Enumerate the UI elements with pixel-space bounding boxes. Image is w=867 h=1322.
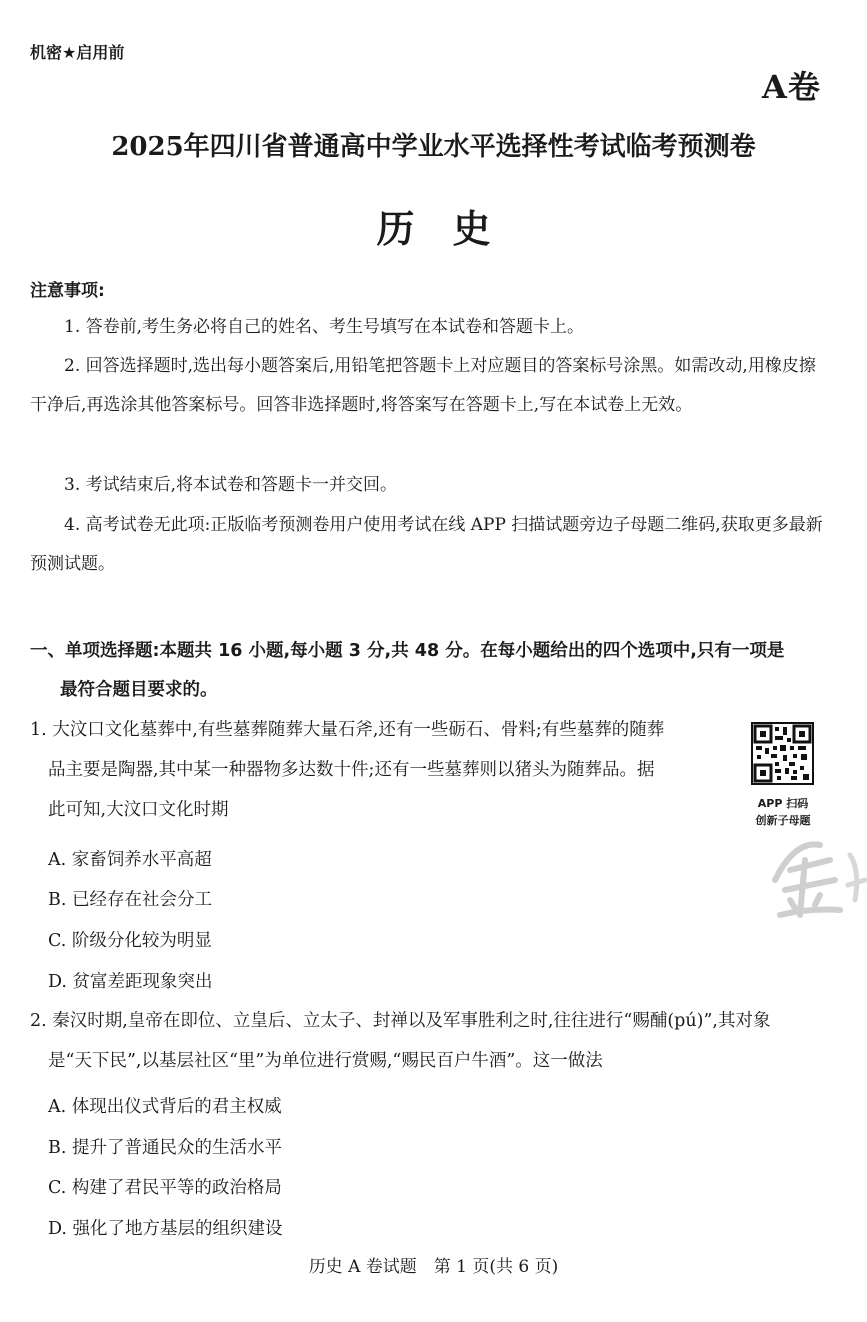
question-1-line-2: 品主要是陶器,其中某一种器物多达数十件;还有一些墓葬则以猪头为随葬品。据	[48, 760, 655, 780]
question-2-stem	[30, 1001, 770, 1081]
subject-title: 历史	[376, 206, 529, 251]
question-1-option-b: B. 已经存在社会分工	[48, 890, 212, 910]
section-line-2: 最符合题目要求的。	[60, 680, 218, 700]
volume-label: A卷	[762, 68, 821, 106]
confidential-label: 机密★启用前	[30, 43, 125, 62]
notice-heading: 注意事项:	[30, 281, 105, 301]
question-2-line-2: 是“天下民”,以基层社区“里”为单位进行赏赐,“赐民百户牛酒”。这一做法	[48, 1051, 603, 1071]
question-1-option-a: A. 家畜饲养水平高超	[48, 850, 212, 870]
exam-title: 2025年四川省普通高中学业水平选择性考试临考预测卷	[111, 132, 756, 162]
watermark-logo-icon	[760, 830, 867, 930]
qr-code-icon[interactable]	[751, 722, 814, 785]
question-2-option-d: D. 强化了地方基层的组织建设	[48, 1219, 283, 1239]
question-2-option-a: A. 体现出仪式背后的君主权威	[48, 1097, 282, 1117]
qr-caption-line-2: 创新子母题	[755, 814, 811, 827]
notice-item-2: 2. 回答选择题时,选出每小题答案后,用铅笔把答题卡上对应题目的答案标号涂黑。如需改动,用橡皮擦干净后,再选涂其他答案标号。回答非选择题时,将答案写在答题卡上,写在本试卷上无效。	[30, 356, 816, 415]
question-1-option-d: D. 贫富差距现象突出	[48, 972, 213, 992]
notice-item-3: 3. 考试结束后,将本试卷和答题卡一并交回。	[64, 475, 398, 495]
question-2-option-b: B. 提升了普通民众的生活水平	[48, 1138, 282, 1158]
section-line-1: 一、单项选择题:本题共 16 小题,每小题 3 分,共 48 分。在每小题给出的四个选项中,只有一项是	[30, 641, 785, 661]
question-1-line-1: 1. 大汶口文化墓葬中,有些墓葬随葬大量石斧,还有一些砺石、骨料;有些墓葬的随葬	[30, 720, 665, 740]
question-1-stem	[30, 710, 664, 830]
question-2-line-1: 2. 秦汉时期,皇帝在即位、立皇后、立太子、封禅以及军事胜利之时,往往进行“赐酺(pú)”,其对象	[30, 1011, 771, 1031]
notice-item-1: 1. 答卷前,考生务必将自己的姓名、考生号填写在本试卷和答题卡上。	[64, 317, 585, 337]
question-1-line-3: 此可知,大汶口文化时期	[48, 800, 229, 820]
page-footer: 历史 A 卷试题 第 1 页(共 6 页)	[308, 1257, 559, 1277]
question-1-option-c: C. 阶级分化较为明显	[48, 931, 212, 951]
notice-item-4: 4. 高考试卷无此项:正版临考预测卷用户使用考试在线 APP 扫描试题旁边子母题二维码,获取更多最新预测试题。	[30, 515, 823, 574]
qr-caption-line-1: APP 扫码	[757, 797, 809, 810]
question-2-option-c: C. 构建了君民平等的政治格局	[48, 1178, 282, 1198]
section-heading	[30, 632, 835, 710]
